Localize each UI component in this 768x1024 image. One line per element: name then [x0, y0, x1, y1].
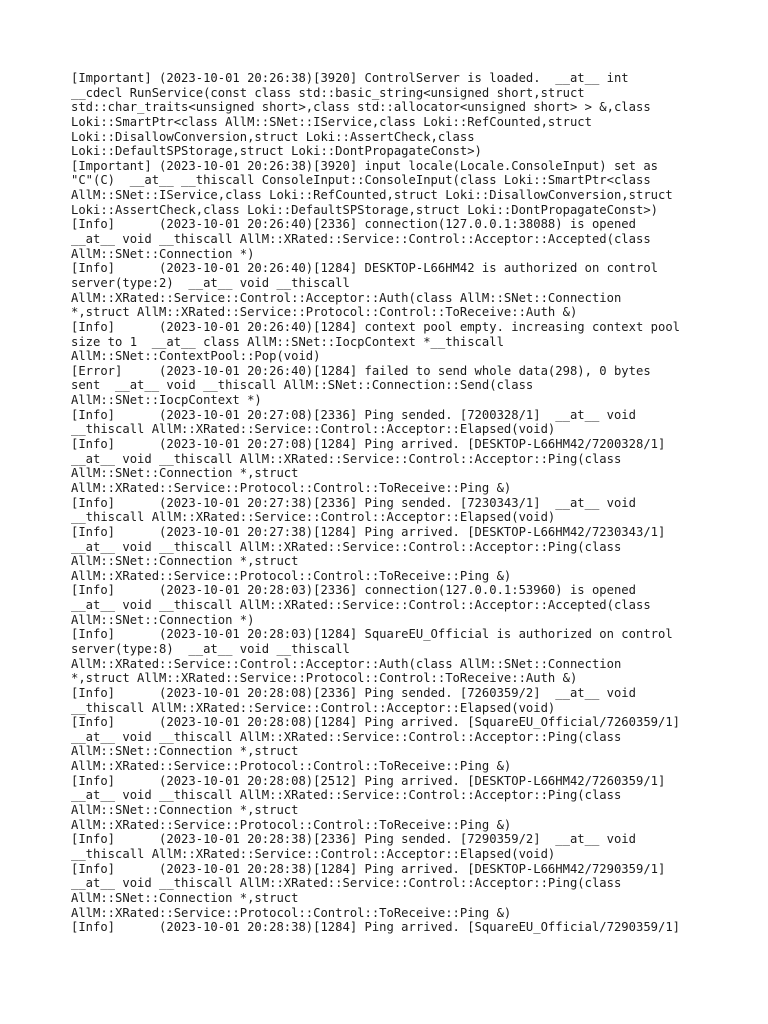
- log-line: *,struct AllM::XRated::Service::Protocol::Control::ToReceive::Auth &): [71, 305, 578, 320]
- log-line: AllM::XRated::Service::Protocol::Control::ToReceive::Ping &): [71, 759, 512, 774]
- log-line: [Info] (2023-10-01 20:28:08)[2336] Ping sended. [7260359/2] __at__ void: [71, 685, 636, 700]
- log-line: AllM::SNet::Connection *,struct: [71, 466, 299, 481]
- log-line: "C"(C) __at__ __thiscall ConsoleInput::ConsoleInput(class Loki::SmartPtr<class: [71, 173, 651, 188]
- log-line: __thiscall AllM::XRated::Service::Control::Acceptor::Elapsed(void): [71, 510, 556, 525]
- log-line: AllM::XRated::Service::Control::Acceptor::Auth(class AllM::SNet::Connection: [71, 656, 622, 671]
- log-line: AllM::SNet::Connection *,struct: [71, 744, 299, 759]
- log-line: [Info] (2023-10-01 20:28:03)[1284] SquareEU_Official is authorized on control: [71, 627, 673, 642]
- log-line: __at__ void __thiscall AllM::XRated::Service::Control::Acceptor::Accepted(class: [71, 232, 651, 247]
- log-line: __thiscall AllM::XRated::Service::Control::Acceptor::Elapsed(void): [71, 700, 556, 715]
- log-line: server(type:2) __at__ void __thiscall: [71, 275, 350, 290]
- log-line: __cdecl RunService(const class std::basic_string<unsigned short,struct: [71, 85, 585, 100]
- log-text-block: [71, 71, 711, 935]
- log-line: Loki::DisallowConversion,struct Loki::AssertCheck,class: [71, 129, 475, 144]
- log-line: [Info] (2023-10-01 20:28:08)[1284] Ping arrived. [SquareEU_Official/7260359/1]: [71, 715, 681, 730]
- log-line: *,struct AllM::XRated::Service::Protocol::Control::ToReceive::Auth &): [71, 671, 578, 686]
- log-line: __at__ void __thiscall AllM::XRated::Service::Control::Acceptor::Ping(class: [71, 539, 622, 554]
- log-line: [Info] (2023-10-01 20:27:08)[1284] Ping arrived. [DESKTOP-L66HM42/7200328/1]: [71, 437, 666, 452]
- log-line: [Info] (2023-10-01 20:28:08)[2512] Ping arrived. [DESKTOP-L66HM42/7260359/1]: [71, 773, 666, 788]
- log-line: std::char_traits<unsigned short>,class std::allocator<unsigned short> > &,class: [71, 100, 651, 115]
- log-line: size to 1 __at__ class AllM::SNet::IocpContext *__thiscall: [71, 334, 504, 349]
- log-line: __thiscall AllM::XRated::Service::Control::Acceptor::Elapsed(void): [71, 422, 556, 437]
- log-line: AllM::XRated::Service::Protocol::Control::ToReceive::Ping &): [71, 905, 512, 920]
- log-line: AllM::XRated::Service::Control::Acceptor::Auth(class AllM::SNet::Connection: [71, 290, 622, 305]
- log-line: AllM::SNet::Connection *,struct: [71, 890, 299, 905]
- log-line: [Info] (2023-10-01 20:28:38)[2336] Ping sended. [7290359/2] __at__ void: [71, 832, 636, 847]
- log-line: AllM::SNet::IService,class Loki::RefCounted,struct Loki::DisallowConversion,struct: [71, 188, 673, 203]
- log-line: __at__ void __thiscall AllM::XRated::Service::Control::Acceptor::Ping(class: [71, 729, 622, 744]
- log-line: AllM::SNet::ContextPool::Pop(void): [71, 349, 321, 364]
- log-line: AllM::SNet::Connection *): [71, 246, 255, 261]
- log-line: [Info] (2023-10-01 20:28:38)[1284] Ping arrived. [DESKTOP-L66HM42/7290359/1]: [71, 861, 666, 876]
- log-line: AllM::XRated::Service::Protocol::Control::ToReceive::Ping &): [71, 817, 512, 832]
- log-line: __at__ void __thiscall AllM::XRated::Service::Control::Acceptor::Ping(class: [71, 788, 622, 803]
- log-line: sent __at__ void __thiscall AllM::SNet::Connection::Send(class: [71, 378, 534, 393]
- log-line: [Info] (2023-10-01 20:28:38)[1284] Ping arrived. [SquareEU_Official/7290359/1]: [71, 920, 681, 935]
- log-line: __at__ void __thiscall AllM::XRated::Service::Control::Acceptor::Accepted(class: [71, 598, 651, 613]
- log-line: AllM::XRated::Service::Protocol::Control::ToReceive::Ping &): [71, 568, 512, 583]
- log-line: Loki::AssertCheck,class Loki::DefaultSPStorage,struct Loki::DontPropagateConst>): [71, 202, 658, 217]
- log-line: Loki::SmartPtr<class AllM::SNet::IService,class Loki::RefCounted,struct: [71, 114, 592, 129]
- log-line: [Info] (2023-10-01 20:26:40)[2336] connection(127.0.0.1:38088) is opened: [71, 217, 636, 232]
- log-line: AllM::SNet::IocpContext *): [71, 393, 262, 408]
- log-line: [Info] (2023-10-01 20:27:38)[2336] Ping sended. [7230343/1] __at__ void: [71, 495, 636, 510]
- log-line: server(type:8) __at__ void __thiscall: [71, 641, 350, 656]
- log-line: Loki::DefaultSPStorage,struct Loki::DontPropagateConst>): [71, 144, 482, 159]
- log-line: [Important] (2023-10-01 20:26:38)[3920] ControlServer is loaded. __at__ int: [71, 71, 629, 85]
- log-line: [Error] (2023-10-01 20:26:40)[1284] failed to send whole data(298), 0 bytes: [71, 363, 651, 378]
- log-line: [Info] (2023-10-01 20:26:40)[1284] DESKTOP-L66HM42 is authorized on control: [71, 261, 658, 276]
- log-line: AllM::SNet::Connection *,struct: [71, 554, 299, 569]
- log-line: __at__ void __thiscall AllM::XRated::Service::Control::Acceptor::Ping(class: [71, 451, 622, 466]
- log-line: AllM::XRated::Service::Protocol::Control::ToReceive::Ping &): [71, 480, 512, 495]
- log-line: [Info] (2023-10-01 20:28:03)[2336] connection(127.0.0.1:53960) is opened: [71, 583, 636, 598]
- log-line: [Info] (2023-10-01 20:27:08)[2336] Ping sended. [7200328/1] __at__ void: [71, 407, 636, 422]
- log-line: [Info] (2023-10-01 20:26:40)[1284] context pool empty. increasing context pool: [71, 319, 681, 334]
- log-line: __thiscall AllM::XRated::Service::Control::Acceptor::Elapsed(void): [71, 846, 556, 861]
- log-line: AllM::SNet::Connection *): [71, 612, 255, 627]
- log-line: [Important] (2023-10-01 20:26:38)[3920] input locale(Locale.ConsoleInput) set as: [71, 158, 658, 173]
- log-line: __at__ void __thiscall AllM::XRated::Service::Control::Acceptor::Ping(class: [71, 876, 622, 891]
- log-line: AllM::SNet::Connection *,struct: [71, 803, 299, 818]
- log-line: [Info] (2023-10-01 20:27:38)[1284] Ping arrived. [DESKTOP-L66HM42/7230343/1]: [71, 524, 666, 539]
